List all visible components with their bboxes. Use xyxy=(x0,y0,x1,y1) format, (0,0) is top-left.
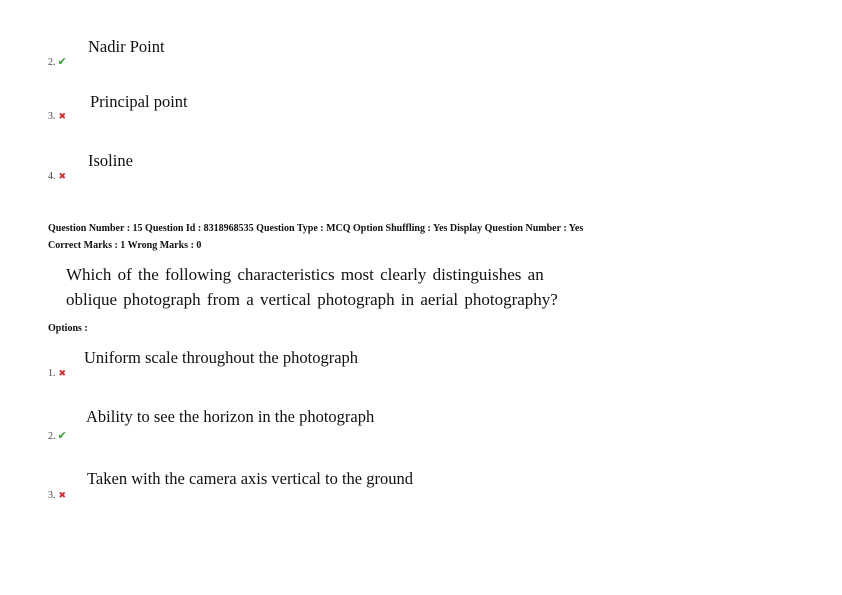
check-icon: ✔ xyxy=(57,430,67,442)
question-text-line2: oblique photograph from a vertical photograph in aerial photography? xyxy=(66,290,558,309)
check-icon: ✔ xyxy=(57,56,67,68)
option-number-row xyxy=(48,368,66,379)
cross-icon: ✖ xyxy=(58,490,67,500)
option-text: Ability to see the horizon in the photograph xyxy=(86,407,375,426)
options-label: Options : xyxy=(48,323,88,334)
prev-option-text: Principal point xyxy=(90,92,188,111)
option-text: Taken with the camera axis vertical to the ground xyxy=(87,469,413,488)
cross-icon: ✖ xyxy=(58,368,67,378)
question-meta-line2: Correct Marks : 1 Wrong Marks : 0 xyxy=(48,240,202,251)
option-number-row xyxy=(48,429,67,442)
option-text: Uniform scale throughout the photograph xyxy=(84,348,359,367)
option-number: 1. xyxy=(48,368,56,379)
cross-icon: ✖ xyxy=(58,111,67,121)
option-number: 2. xyxy=(48,431,56,442)
prev-option-number xyxy=(48,55,67,68)
option-number: 3. xyxy=(48,490,56,501)
prev-option-text: Nadir Point xyxy=(88,37,165,56)
question-meta-line1: Question Number : 15 Question Id : 8318968535 Question Type : MCQ Option Shuffling : Yes Display Question Number : Yes xyxy=(48,223,584,234)
option-number: 2. xyxy=(48,57,56,68)
cross-icon: ✖ xyxy=(58,171,67,181)
prev-option-text: Isoline xyxy=(88,151,133,170)
option-number: 4. xyxy=(48,171,56,182)
prev-option-number xyxy=(48,171,66,182)
question-text-line1: Which of the following characteristics most clearly distinguishes an xyxy=(66,265,544,284)
option-number-row xyxy=(48,490,66,501)
option-number: 3. xyxy=(48,111,56,122)
prev-option-number xyxy=(48,111,66,122)
